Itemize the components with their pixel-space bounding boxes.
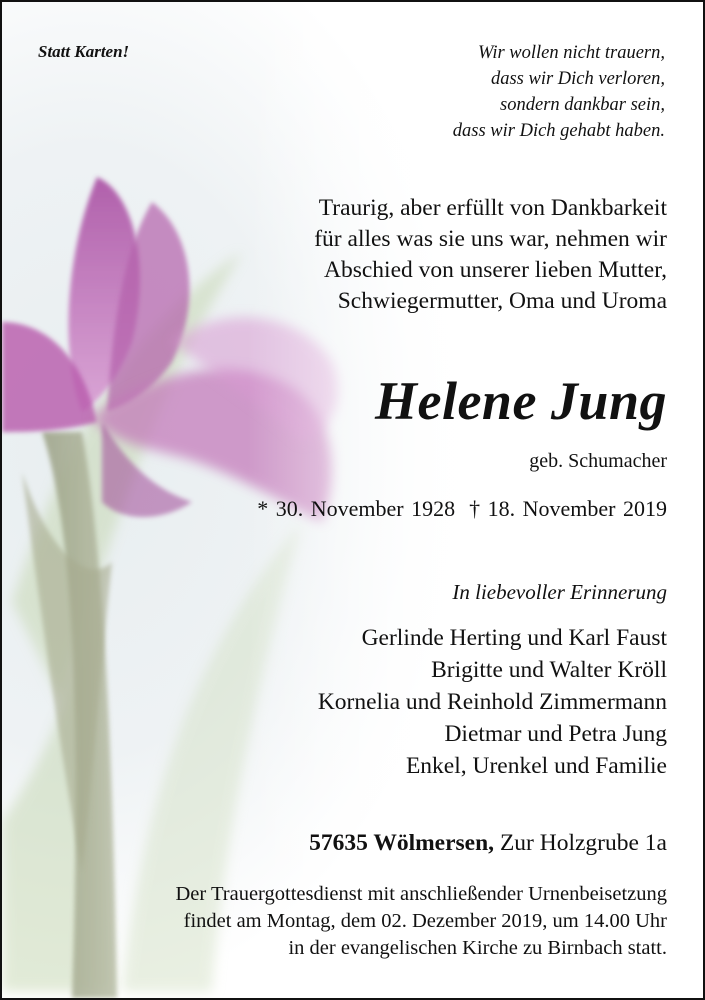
address-street: Zur Holzgrube 1a	[499, 830, 667, 856]
intro-line: Traurig, aber erfüllt von Dankbarkeit	[318, 195, 667, 221]
statt-karten-label: Statt Karten!	[38, 42, 130, 61]
deceased-name: Helene Jung	[374, 371, 667, 431]
death-date: † 18. November 2019	[469, 496, 667, 521]
address	[309, 830, 667, 857]
mourner-line: Dietmar und Petra Jung	[444, 721, 667, 747]
mourner-line: Enkel, Urenkel und Familie	[405, 753, 667, 779]
mourner-line: Brigitte und Walter Kröll	[431, 657, 667, 683]
birth-date: * 30. November 1928	[257, 496, 456, 521]
memorial-heading: In liebevoller Erinnerung	[452, 580, 667, 604]
motto-verse	[453, 40, 665, 144]
motto-line: Wir wollen nicht trauern,	[477, 43, 665, 63]
motto-line: sondern dankbar sein,	[500, 95, 665, 115]
intro-line: Abschied von unserer lieben Mutter,	[324, 257, 667, 283]
life-dates	[257, 496, 667, 522]
intro-line: für alles was sie uns war, nehmen wir	[314, 226, 667, 252]
service-info	[176, 881, 668, 962]
intro-line: Schwiegermutter, Oma und Uroma	[337, 288, 667, 314]
service-line: in der evangelischen Kirche zu Birnbach statt.	[288, 937, 667, 959]
intro-text	[314, 193, 667, 317]
birth-name: geb. Schumacher	[529, 450, 667, 472]
address-city: 57635 Wölmersen,	[309, 830, 495, 856]
motto-line: dass wir Dich gehabt haben.	[452, 121, 665, 141]
service-line: Der Trauergottesdienst mit anschließender Urnenbeisetzung	[175, 883, 667, 905]
motto-line: dass wir Dich verloren,	[490, 69, 665, 89]
service-line: findet am Montag, dem 02. Dezember 2019, um 14.00 Uhr	[183, 910, 667, 932]
mourner-line: Gerlinde Herting und Karl Faust	[361, 625, 667, 651]
mourners-list	[318, 622, 667, 782]
mourner-line: Kornelia und Reinhold Zimmermann	[317, 689, 667, 715]
